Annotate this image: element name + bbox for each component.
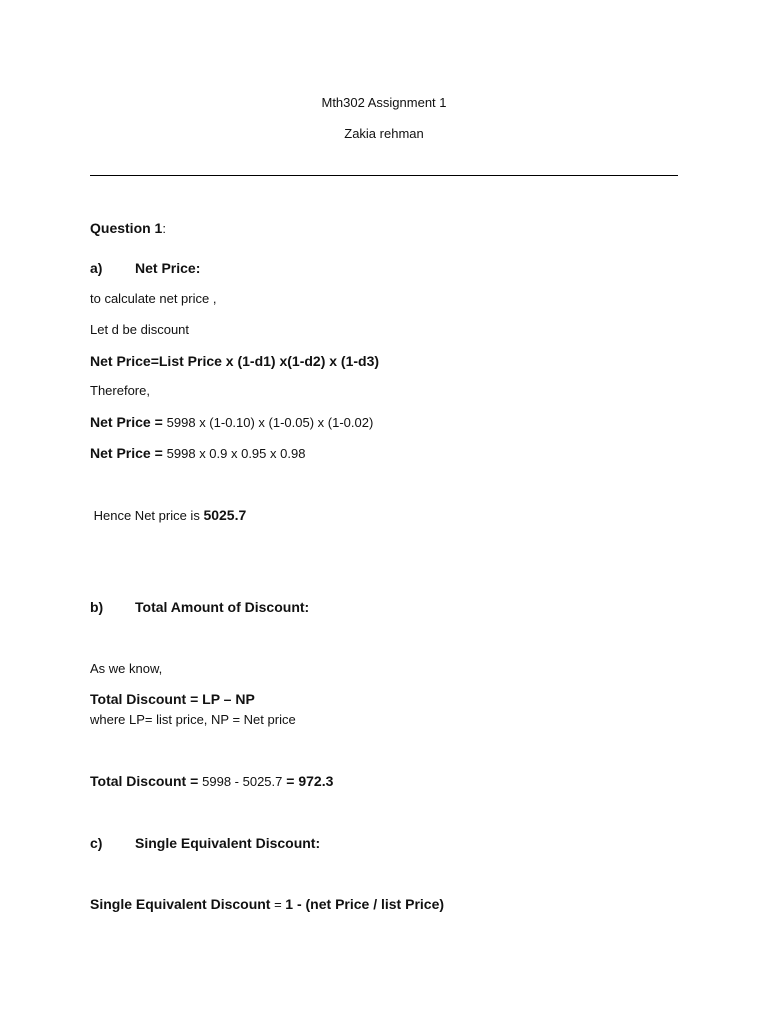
- part-c-heading: [90, 834, 320, 852]
- part-b-calc-value: 5998 - 5025.7: [202, 774, 283, 789]
- part-b-calc-label: Total Discount =: [90, 773, 203, 789]
- part-b-where: where LP= list price, NP = Net price: [90, 712, 296, 727]
- part-b-intro: As we know,: [90, 661, 163, 676]
- part-c-formula-expr: 1 - (net Price / list Price): [285, 896, 445, 912]
- document-author: Zakia rehman: [344, 126, 424, 141]
- part-a-therefore: Therefore,: [90, 383, 150, 398]
- part-c-formula-eq: =: [270, 897, 286, 912]
- part-a-line1: to calculate net price ,: [90, 291, 217, 306]
- part-b-title: Total Amount of Discount:: [135, 599, 310, 615]
- document-title: Mth302 Assignment 1: [321, 95, 447, 110]
- part-b-calc: [90, 772, 333, 791]
- question-heading: [90, 219, 166, 238]
- part-a-step1-value: 5998 x (1-0.10) x (1-0.05) x (1-0.02): [166, 415, 374, 430]
- part-c-label: c): [90, 835, 103, 851]
- part-a-step2-label: Net Price =: [90, 445, 167, 461]
- part-a-label: a): [90, 260, 103, 276]
- part-b-calc-result: 972.3: [298, 773, 334, 789]
- part-b-calc-eq: =: [282, 773, 299, 789]
- part-a-formula: Net Price=List Price x (1-d1) x(1-d2) x (1-d3): [90, 353, 380, 369]
- part-a-result-text: Hence Net price is: [90, 508, 204, 523]
- part-b-formula: Total Discount = LP – NP: [90, 691, 255, 707]
- part-c-formula: [90, 895, 444, 914]
- part-a-title: Net Price:: [135, 260, 201, 276]
- question-heading-colon: :: [162, 221, 166, 236]
- part-a-step2: [90, 444, 305, 463]
- part-a-step2-value: 5998 x 0.9 x 0.95 x 0.98: [166, 446, 306, 461]
- part-a-result-value: 5025.7: [203, 507, 247, 523]
- part-a-result: [90, 506, 246, 525]
- part-a-step1-label: Net Price =: [90, 414, 167, 430]
- part-a-step1: [90, 413, 373, 432]
- part-c-title: Single Equivalent Discount:: [135, 835, 321, 851]
- horizontal-rule: [90, 175, 678, 176]
- part-a-line2: Let d be discount: [90, 322, 190, 337]
- part-a-heading: [90, 259, 200, 277]
- question-heading-text: Question 1: [90, 220, 163, 236]
- part-b-heading: [90, 598, 309, 616]
- part-b-label: b): [90, 599, 104, 615]
- part-c-formula-label: Single Equivalent Discount: [90, 896, 271, 912]
